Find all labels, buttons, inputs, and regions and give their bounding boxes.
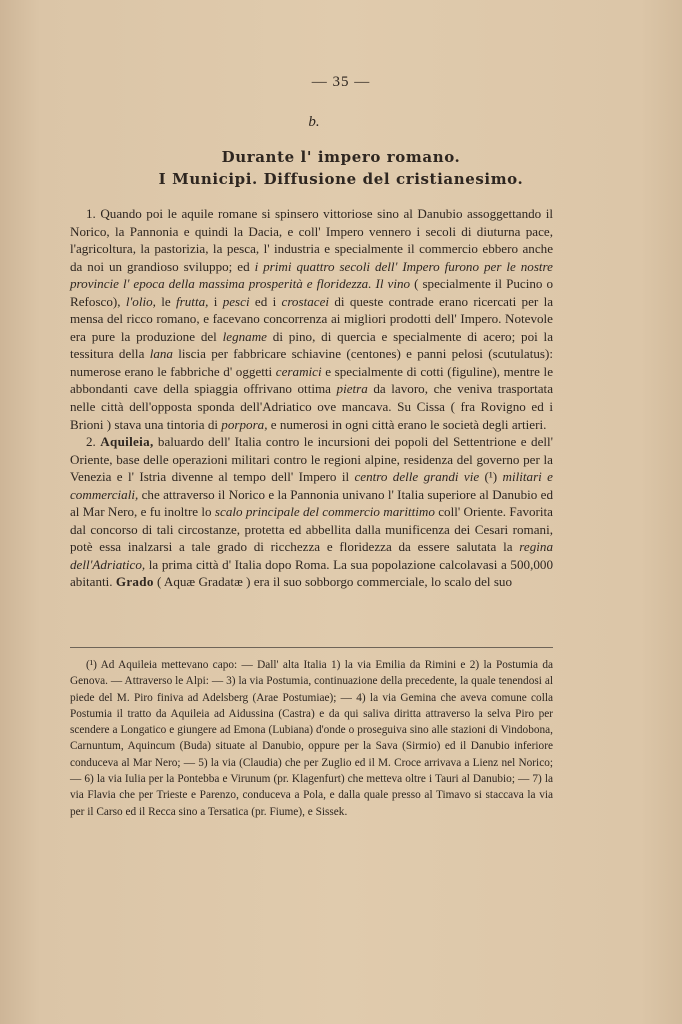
italic-run: militari e commerciali,	[70, 469, 553, 502]
paragraph-2	[70, 433, 553, 591]
text-run: 2.	[86, 434, 101, 450]
text-run: 1. Quando poi le aquile romane si spinsero vittoriose sino al Danubio assoggettando il Norico, la Pannonia e quindi la Dacia, e coll' Impero vennero i secoli di diuturna pace, l'agricoltura, la pastorizia, la pesca, l' industria e specialmente il commercio ebbero anche da noi un grandioso sviluppo; ed	[70, 206, 553, 274]
text-run: da lavoro, che veniva trasportata nelle città dell'opposta sponda dell'Adriatico ove mancava. Su Cissa ( fra Rovigno ed i Brioni ) stava una tintoria di	[70, 381, 554, 432]
page-number: — 35 —	[311, 74, 371, 90]
text-run: liscia per fabbricare schiavine (centones) e panni pelosi (scutulatus): numerose erano le fabbriche d' oggetti	[70, 346, 553, 379]
italic-run: pietra	[336, 381, 368, 397]
bold-run: Aquileia,	[100, 434, 154, 450]
text-run: ( Aquæ Gradatæ ) era il suo sobborgo commerciale, lo scalo del suo	[153, 574, 513, 590]
text-run: di queste contrade erano ricercati per la mensa del ricco romano, e facevano concorrenza ai migliori prodotti dell' Impero. Notevole era pure la produzione del	[70, 293, 554, 344]
bold-run: Grado	[115, 574, 154, 590]
text-run: di pino, di quercia e specialmente di acero; poi la tessitura della	[70, 328, 554, 362]
text-run: e specialmente di cotti (figuline), mentre le abbondanti cave della spiaggia offrivano ottima	[70, 363, 553, 397]
footnote-divider	[70, 647, 553, 648]
italic-run: legname	[222, 328, 267, 344]
text-run: la prima città d' Italia dopo Roma. La sua popolazione calcolavasi a 500,000 abitanti.	[70, 556, 553, 590]
footnote-ref: (¹)	[479, 469, 503, 485]
italic-run: pesci	[222, 293, 250, 309]
body-text	[70, 205, 553, 591]
italic-run: ceramici	[275, 363, 322, 379]
text-run: i	[208, 293, 223, 309]
italic-run: l'olio,	[125, 293, 156, 309]
italic-run: lana	[149, 346, 173, 362]
italic-run: porpora,	[221, 416, 268, 432]
section-letter: b.	[308, 114, 320, 130]
italic-run: scalo principale del commercio marittimo	[214, 504, 435, 520]
italic-run: centro delle grandi vie	[354, 469, 480, 485]
chapter-subheading: I Municipi. Diffusione del cristianesimo.	[158, 170, 524, 188]
text-run: che attraverso il Norico e la Pannonia univano l' Italia superiore al Danubio ed al Mar Nero, e fu inoltre lo	[70, 486, 553, 520]
text-run: le	[155, 293, 177, 309]
italic-run: Il vino	[375, 276, 411, 292]
italic-run: crostacei	[281, 293, 330, 309]
text-run: e numerosi in ogni città erano le società degli artieri.	[267, 416, 547, 432]
paragraph-1	[70, 205, 553, 433]
text-run: coll' Oriente. Favorita dal concorso di tali circostanze, protetta ed abbellita dalla munificenza dei Cesari romani, potè essa inalzarsi a tale grado di ricchezza e floridezza da essere salutata la	[70, 504, 553, 555]
italic-run: i primi quattro secoli dell' Impero furono per le nostre provincie l' epoca della massima prosperità e floridezza.	[70, 258, 553, 292]
chapter-heading: Durante l' impero romano.	[221, 148, 461, 166]
text-run: baluardo dell' Italia contro le incursioni dei popoli del Settentrione e dell' Oriente, base delle operazioni militari contro le regioni alpine, residenza del governo per la Venezia e l' Istria divenne al tempo dell' Impero il	[70, 434, 554, 485]
italic-run: regina dell'Adriatico,	[70, 539, 553, 572]
text-run: ed i	[249, 293, 282, 309]
italic-run: frutta,	[176, 293, 209, 309]
text-run: ( specialmente il Pucino o Refosco),	[70, 276, 553, 309]
footnotes	[70, 657, 553, 820]
footnote-1: (¹) Ad Aquileia mettevano capo: — Dall' alta Italia 1) la via Emilia da Rimini e 2) la Postumia da Genova. — Attraverso le Alpi: — 3) la via Postumia, continuazione della precedente, la quale tenendosi al piede del M. Piro finiva ad Adelsberg (Arae Postumiae); — 4) la via Gemina che aveva comune colla Postumia il tratto da Aquileia ad Aidussina (Castra) e da qui saliva diritta attraverso la selva Piro per scendere a Longatico e giungere ad Emona (Lubiana) d'onde o proseguiva sino alle stazioni di Vindobona, Carnuntum, Aquincum (Buda) situate al Danubio, oppure per la Sava (Sirmio) ed il Danubio inferiore conduceva al Mar Nero; — 5) la via (Claudia) che per Zuglio ed il M. Croce arrivava a Lienz nel Norico; — 6) la via Iulia per la Pontebba e Virunum (pr. Klagenfurt) che metteva oltre i Tauri al Danubio; — 7) la via Flavia che per Trieste e Parenzo, conduceva a Pola, e dalla quale presso al Timavo si staccava la via per il Carso ed il Recca sino a Tersatica (pr. Fiume), e Sissek.	[70, 659, 553, 818]
